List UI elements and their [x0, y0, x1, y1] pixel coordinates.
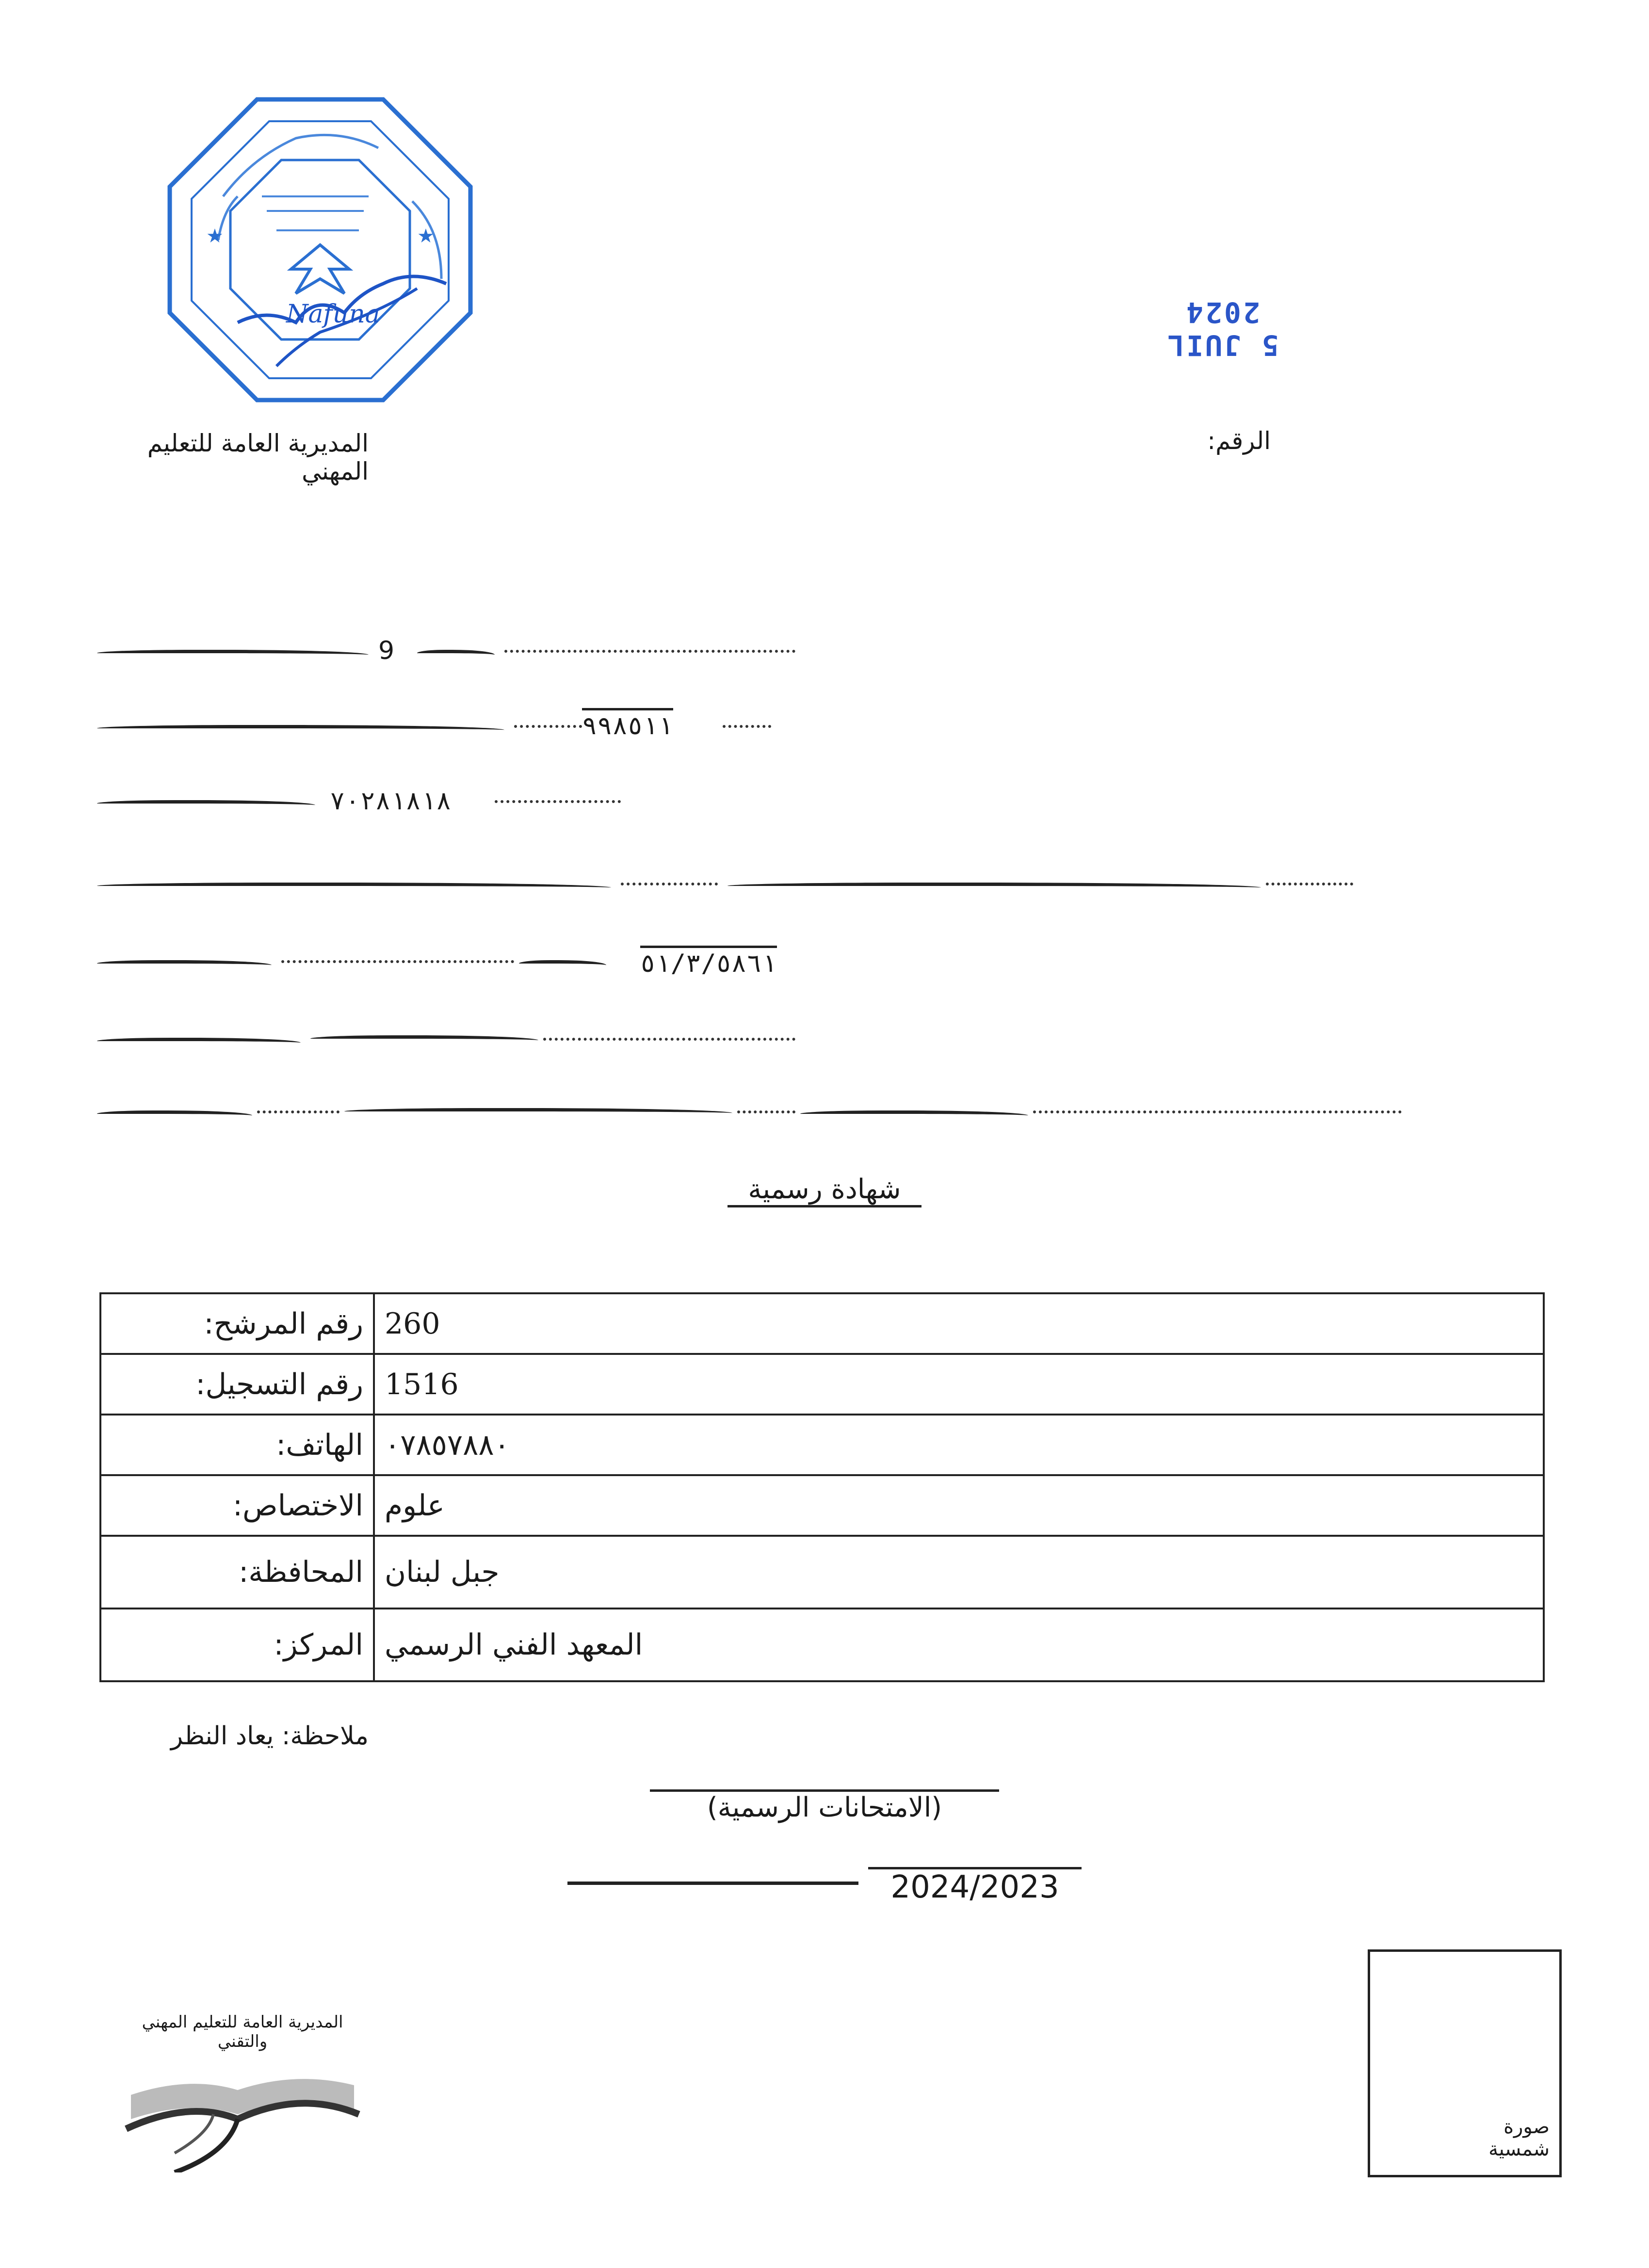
- field-row-birth: [97, 946, 873, 984]
- table-row: [100, 1354, 1544, 1415]
- table-label: الهاتف:: [100, 1415, 374, 1475]
- table-value: علوم: [374, 1475, 1544, 1536]
- logo-mark: [116, 2056, 369, 2172]
- date-stamp: 5 JUIL 2024: [1165, 296, 1279, 362]
- number-value: 9: [378, 636, 395, 665]
- field-row-number: [97, 635, 800, 674]
- photo-caption: صورة شمسية: [1488, 2116, 1550, 2160]
- field-row-center: [97, 1096, 1406, 1135]
- ministry-logo: [116, 2012, 369, 2177]
- footer-year-line: 2024/2023: [868, 1867, 1082, 1905]
- table-value: 260: [374, 1293, 1544, 1354]
- table-row: [100, 1293, 1544, 1354]
- candidate-info-table: [99, 1292, 1545, 1682]
- title-line: شهادة رسمية: [728, 1174, 922, 1207]
- table-row: [100, 1536, 1544, 1609]
- table-value: ٠٧٨٥٧٨٨٠: [374, 1415, 1544, 1475]
- photo-box: [1368, 1949, 1562, 2177]
- table-label: رقم المرشح:: [100, 1293, 374, 1354]
- footer-official: (الامتحانات الرسمية): [650, 1789, 999, 1823]
- table-label: المركز:: [100, 1609, 374, 1681]
- table-value: 1516: [374, 1354, 1544, 1415]
- svg-text:★: ★: [206, 225, 224, 247]
- table-row: [100, 1609, 1544, 1681]
- field-row-guardian: [97, 1023, 824, 1062]
- footer-note: ملاحظة: يعاد النظر: [170, 1721, 369, 1751]
- header-left-heading: الرقم:: [1207, 427, 1271, 455]
- phone-value: ٧٠٢٨١٨١٨: [330, 787, 452, 816]
- table-value: المعهد الفني الرسمي: [374, 1609, 1544, 1681]
- table-row: [100, 1475, 1544, 1536]
- footer-year-scribble: [567, 1882, 858, 1895]
- table-row: [100, 1415, 1544, 1475]
- id-value: ٩٩٨٥١١: [582, 708, 673, 741]
- birth-date-value: ٥١/٣/٥٨٦١: [640, 946, 777, 979]
- field-row-id: [97, 708, 776, 747]
- header-right-heading: المديرية العامة للتعليم المهني: [147, 429, 369, 485]
- table-label: رقم التسجيل:: [100, 1354, 374, 1415]
- stamp-signature: Nafuna: [286, 300, 380, 329]
- table-label: المحافظة:: [100, 1536, 374, 1609]
- official-seal: [165, 95, 475, 405]
- svg-text:★: ★: [417, 225, 435, 247]
- table-value: جبل لبنان: [374, 1536, 1544, 1609]
- field-row-phone: [97, 786, 630, 824]
- field-row-school: [97, 868, 1358, 907]
- logo-text: المديرية العامة للتعليم المهني والتقني: [142, 2012, 343, 2051]
- table-label: الاختصاص:: [100, 1475, 374, 1536]
